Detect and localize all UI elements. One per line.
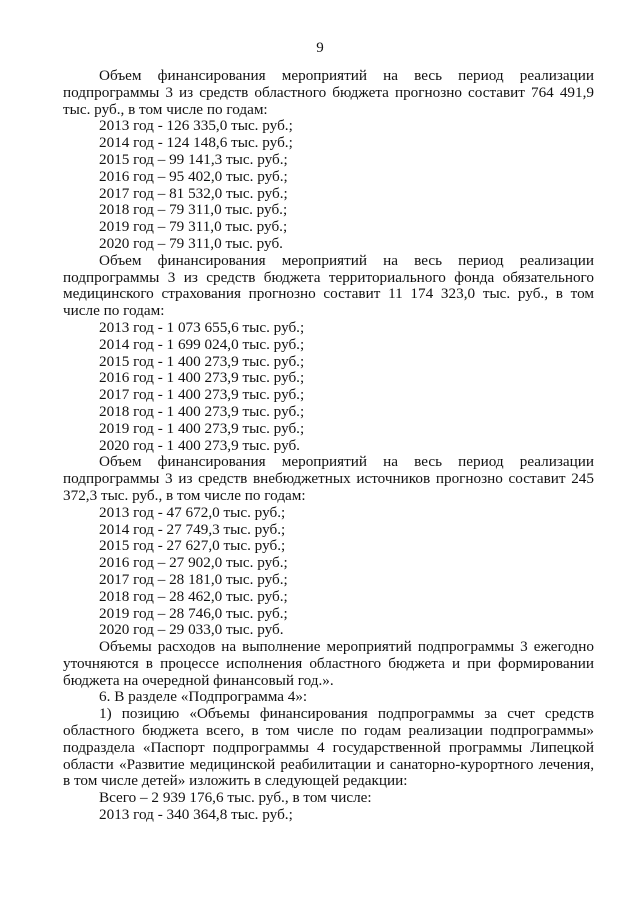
paragraph-total: Всего – 2 939 176,6 тыс. руб., в том числе: <box>99 789 372 807</box>
list-item: 2017 год – 28 181,0 тыс. руб.; <box>99 570 288 588</box>
list-item: 2016 год – 95 402,0 тыс. руб.; <box>99 167 288 185</box>
paragraph-extrabudgetary: Объем финансирования мероприятий на весь период реализации подпрограммы 3 из средств внебюджетных источников прогнозно составит 245 372,3 тыс. руб., в том числе по годам: <box>63 453 594 504</box>
list-item: 2020 год – 79 311,0 тыс. руб. <box>99 234 283 252</box>
list-item: 2020 год - 1 400 273,9 тыс. руб. <box>99 436 300 454</box>
paragraph-expense-clarification: Объемы расходов на выполнение мероприятий подпрограммы 3 ежегодно уточняются в процессе исполнения областного бюджета и при формировании бюджета на очередной финансовый год.». <box>63 638 594 689</box>
paragraph-insurance-fund: Объем финансирования мероприятий на весь период реализации подпрограммы 3 из средств бюджета территориального фонда обязательного медицинского страхования прогнозно составит 11 174 323,0 тыс. руб., в том числе по годам: <box>63 251 594 320</box>
list-item: 2016 год - 1 400 273,9 тыс. руб.; <box>99 369 305 387</box>
list-item: 2013 год - 47 672,0 тыс. руб.; <box>99 503 286 521</box>
list-item: 2018 год - 1 400 273,9 тыс. руб.; <box>99 402 305 420</box>
list-item: 2014 год - 1 699 024,0 тыс. руб.; <box>99 335 305 353</box>
list-item: 2015 год – 99 141,3 тыс. руб.; <box>99 150 288 168</box>
list-item: 2014 год - 124 148,6 тыс. руб.; <box>99 134 293 152</box>
list-item: 2019 год - 1 400 273,9 тыс. руб.; <box>99 419 305 437</box>
list-item: 2017 год - 1 400 273,9 тыс. руб.; <box>99 386 305 404</box>
list-item: 2020 год – 29 033,0 тыс. руб. <box>99 621 284 639</box>
page-number: 9 <box>316 40 324 56</box>
list-item: 2017 год – 81 532,0 тыс. руб.; <box>99 184 288 202</box>
list-item: 2018 год – 28 462,0 тыс. руб.; <box>99 587 288 605</box>
document-body <box>63 68 594 824</box>
list-item: 2019 год – 28 746,0 тыс. руб.; <box>99 604 288 622</box>
list-item: 2016 год – 27 902,0 тыс. руб.; <box>99 554 288 572</box>
paragraph-regional-budget: Объем финансирования мероприятий на весь период реализации подпрограммы 3 из средств областного бюджета прогнозно составит 764 491,9 тыс. руб., в том числе по годам: <box>63 67 594 118</box>
list-item: 2019 год – 79 311,0 тыс. руб.; <box>99 218 288 236</box>
list-item: 2015 год - 1 400 273,9 тыс. руб.; <box>99 352 305 370</box>
insurance-fund-years-list <box>63 320 594 454</box>
list-item: 2013 год - 126 335,0 тыс. руб.; <box>99 117 293 135</box>
list-item: 2014 год - 27 749,3 тыс. руб.; <box>99 520 286 538</box>
list-item: 2015 год - 27 627,0 тыс. руб.; <box>99 537 286 555</box>
regional-budget-years-list <box>63 118 594 252</box>
list-item: 2013 год - 340 364,8 тыс. руб.; <box>99 806 293 824</box>
paragraph-section-6: 6. В разделе «Подпрограмма 4»: <box>99 688 308 706</box>
extrabudgetary-years-list <box>63 505 594 639</box>
subprogram-4-years-list <box>63 807 594 824</box>
paragraph-item-1: 1) позицию «Объемы финансирования подпрограммы за счет средств областного бюджета всего, в том числе по годам реализации подпрограммы» подраздела «Паспорт подпрограммы 4 государственной программы Липецкой области «Развитие медицинской реабилитации и санаторно-курортного лечения, в том числе детей» изложить в следующей редакции: <box>63 705 594 790</box>
list-item: 2018 год – 79 311,0 тыс. руб.; <box>99 201 288 219</box>
list-item: 2013 год - 1 073 655,6 тыс. руб.; <box>99 318 305 336</box>
